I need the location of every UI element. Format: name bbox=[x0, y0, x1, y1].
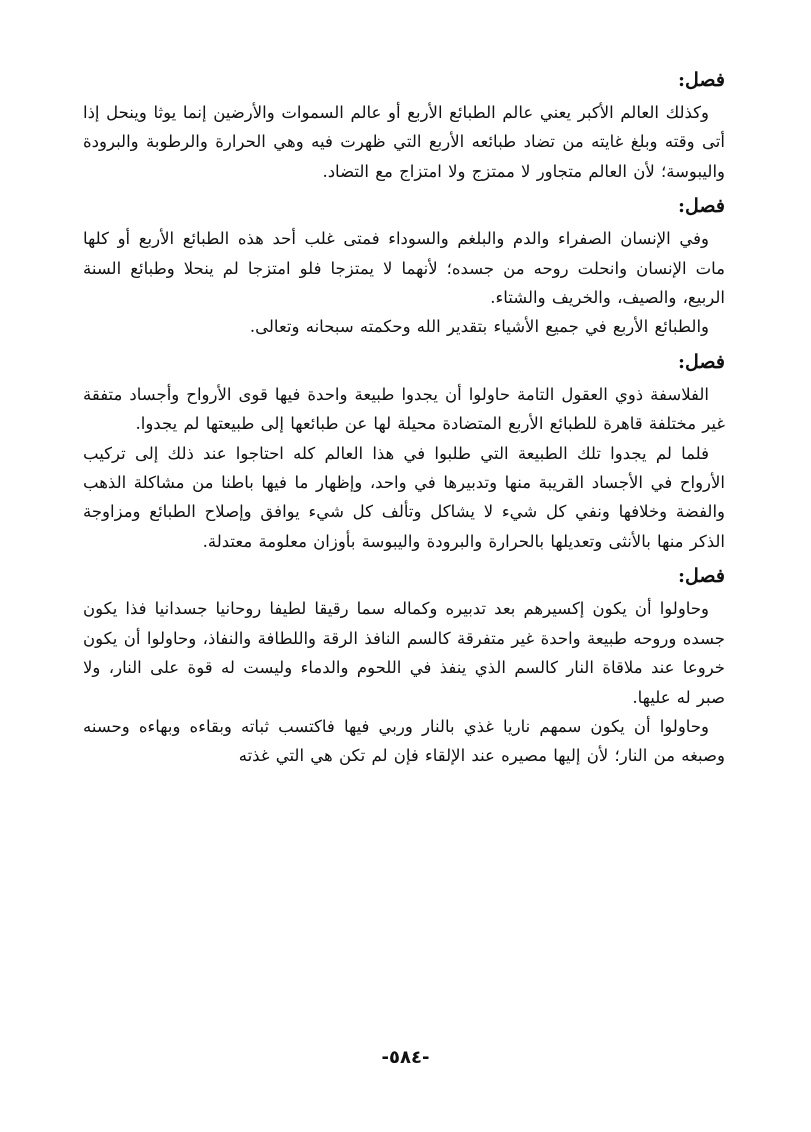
paragraph: الفلاسفة ذوي العقول التامة حاولوا أن يجدوا طبيعة واحدة فيها قوى الأرواح وأجساد متفقة غير مختلفة قاهرة للطبائع الأربع المتضادة محيلة لها عن طبائعها إلى طبيعتها لم يجدوا. bbox=[83, 384, 725, 434]
paragraph: والطبائع الأربع في جميع الأشياء بتقدير الله وحكمته سبحانه وتعالى. bbox=[249, 317, 709, 337]
paragraph: وحاولوا أن يكون سمهم ناريا غذي بالنار وربي فيها فاكتسب ثباته وبقاءه وبهاءه وحسنه وصبغه من النار؛ لأن إليها مصيره عند الإلقاء فإن لم تكن هي التي غذته bbox=[83, 716, 725, 766]
paragraph: وحاولوا أن يكون إكسيرهم بعد تدبيره وكماله سما رقيقا لطيفا روحانيا جسدانيا فذا يكون جسده وروحه طبيعة واحدة غير متفرقة كالسم النافذ الرقة واللطافة والنفاذ، وحاولوا أن يكون خروعا عند ملاقاة النار كالسم الذي ينفذ في اللحوم والدماء وليست له قوة على النار، ولا صبر له عليها. bbox=[83, 599, 725, 707]
paragraph: وكذلك العالم الأكبر يعني عالم الطبائع الأربع أو عالم السموات والأرضين إنما يوثا وينحل إذا أتى وقته وبلغ غايته من تضاد طبائعه الأربع التي ظهرت فيه وهي الحرارة والرطوبة والبرودة واليبوسة؛ لأن العالم متجاور لا ممتزج ولا امتزاج مع التضاد. bbox=[83, 103, 725, 181]
section-heading: فصل: bbox=[678, 350, 725, 373]
paragraph: وفي الإنسان الصفراء والدم والبلغم والسوداء فمتى غلب أحد هذه الطبائع الأربع أو كلها مات الإنسان وانحلت روحه من جسده؛ لأنهما لا يمتزجا فلو امتزجا لم ينحلا وطبائع السنة الربيع، والصيف، والخريف والشتاء. bbox=[83, 229, 725, 308]
section-heading: فصل: bbox=[678, 195, 725, 218]
section-heading: فصل: bbox=[678, 565, 725, 588]
paragraph: فلما لم يجدوا تلك الطبيعة التي طلبوا في هذا العالم كله احتاجوا عند ذلك إلى تركيب الأرواح في الأجساد القريبة منها وتدبيرها في واحد، وإظهار ما فيها باطنا من مشاكلة الذهب والفضة وخلافها ونفي كل شيء لا يشاكل وتألف كل شيء يوافق وإصلاح الطبائع ومزاوجة الذكر منها بالأنثى وتعديلها بالحرارة والبرودة واليبوسة بأوزان معلومة معتدلة. bbox=[83, 443, 725, 551]
section-heading: فصل: bbox=[678, 69, 725, 91]
page-body bbox=[83, 60, 725, 771]
page-number: -٥٨٤- bbox=[381, 1047, 430, 1068]
